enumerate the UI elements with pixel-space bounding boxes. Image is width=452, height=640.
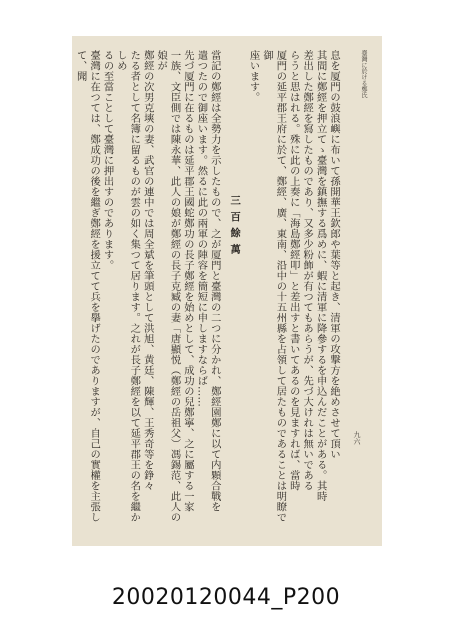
body-text <box>74 50 340 530</box>
page-number: 九六 <box>353 431 361 445</box>
text-column: らうと思はれる。殊に此の上奏に「海島鄭經叩」と差出すと書いてあるのを見ますれば、當時 <box>287 50 300 491</box>
text-column: 其間に鄭經を押立てゝ臺灣を鎮撫する爲めに、蝦に清軍に降參するを申込んだことがある。其時 <box>314 50 327 502</box>
text-column: 差出した鄭經を寫したものであり、又多少粉飾が有つてもあらうが、先づ大けれは無いである <box>301 50 314 491</box>
text-column: 當記の鄭經は全勢力を示したもので、之が厦門と臺灣の二つに分かれ、鄭經園鄭に以て内顆合戰を <box>208 50 221 512</box>
text-column: たる者として名簿に留るものが雲の如く集つて居ります。之れが長子鄭經を以て延平郡王の名を繼かしめ <box>114 50 141 523</box>
text-column: 遣つたので御座います。然るに此の兩軍の陣容を簡短に申しますならば…… <box>195 50 208 407</box>
text-column: 息を厦門の鼓浪嶼に布いて孫開華王欽郎や葉等と起き、清軍の攻撃方を絶めさせて頂い <box>328 50 340 460</box>
book-page <box>72 36 382 546</box>
image-id-caption: 20020120044_P200 <box>111 585 341 610</box>
text-column: 臺灣に在つては、鄭成功の後を繼ぎ鄭經を援立てて兵を擧げたのでありますが、自己の實權を主張して、聞 <box>74 50 101 523</box>
text-column: 一族、文臣側では陳永華、此人の娘が鄭經の長子克臧の妻「唐顯悦（鄭經の岳祖父）馮錫范、此人の娘が <box>155 50 181 523</box>
running-head: 臺灣に於ける鄭氏 <box>360 50 367 98</box>
text-column: 座います。 <box>247 50 260 103</box>
section-heading: 三百餘萬 <box>228 195 241 261</box>
text-column: るの至當ことして臺灣に押出すのであります。 <box>101 50 114 271</box>
text-column: 鄭經の次男克塽の妻、武官の連中では周全斌を筆頭として洪旭、黄廷、陳輝、王秀奇等を錚々 <box>141 50 154 491</box>
text-column: 先づ厦門に在るものは延平郡王國蛇鄭功の長子鄭經を始めとして、成功の兒鄭寧、之に屬する一家 <box>181 50 194 512</box>
text-column: 厦門の延平郡王府に於て、鄭經、廣、東南、沿中の十五州縣を占領して居たものであることは明瞭で御 <box>260 50 287 523</box>
